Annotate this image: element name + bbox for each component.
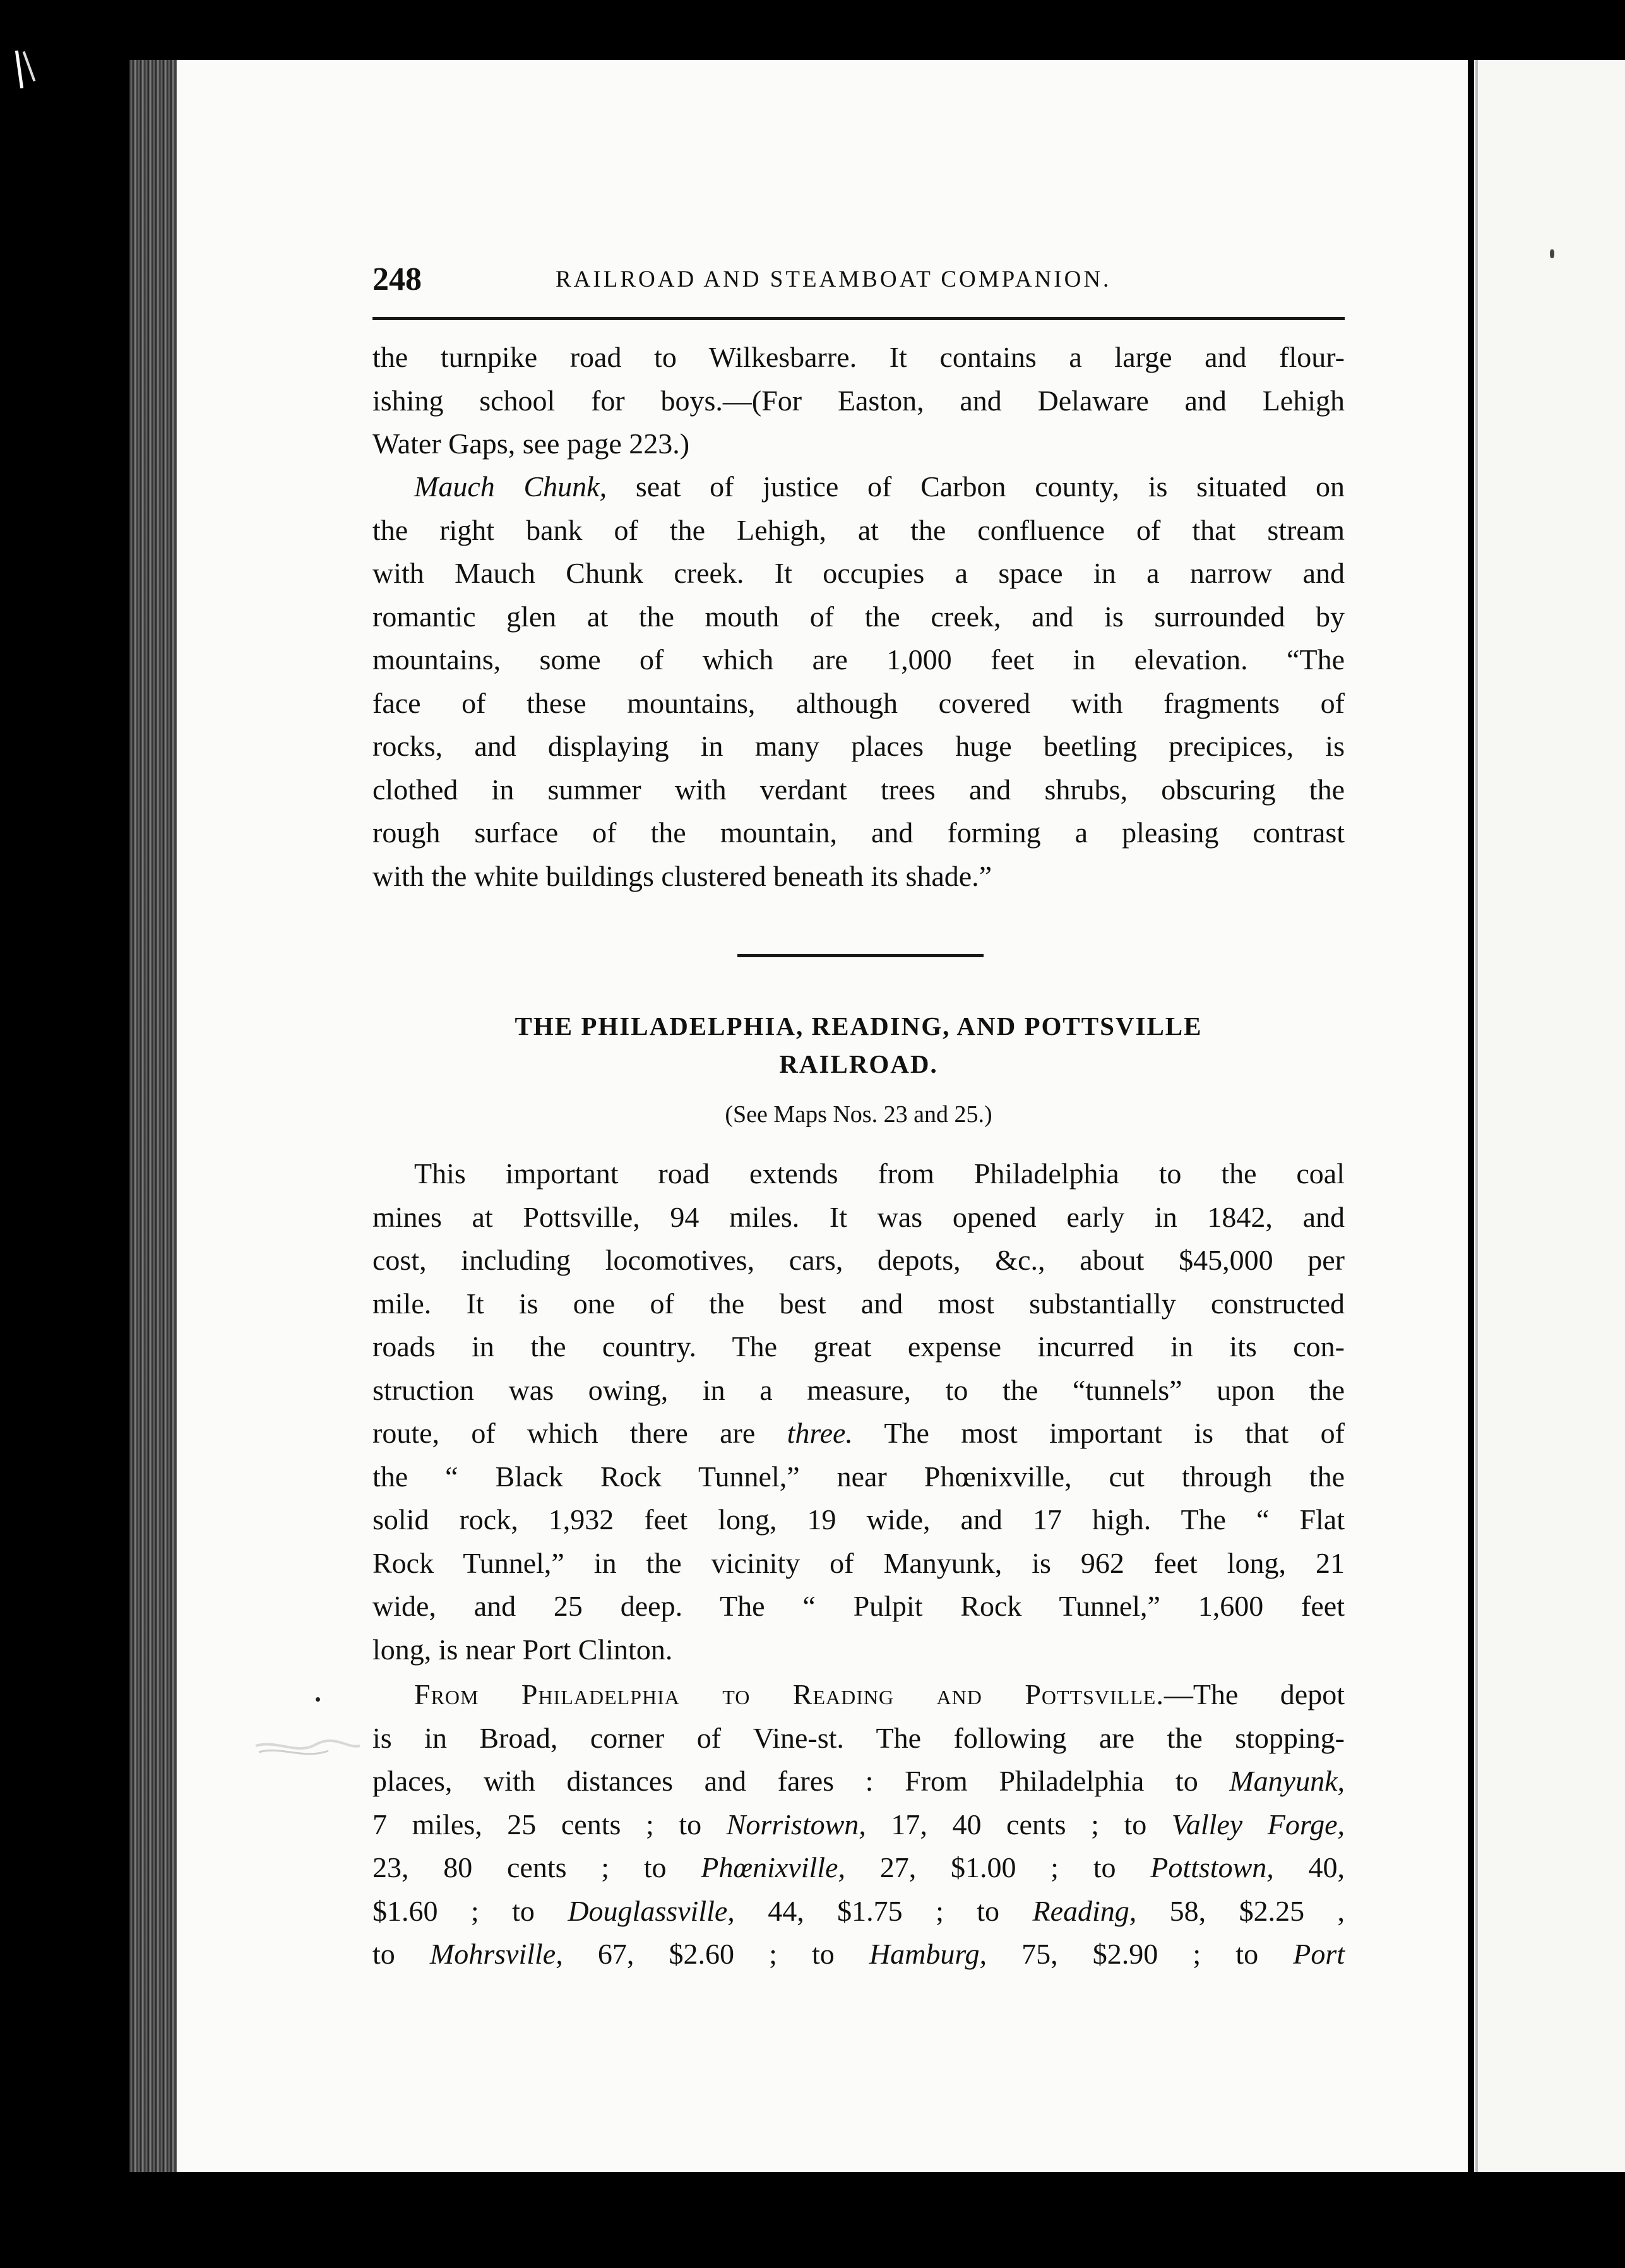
paragraph-continuation [372,336,1345,466]
text-line: solid rock, 1,932 feet long, 19 wide, and 17 high. The “ Flat [372,1503,1345,1536]
text-line: the turnpike road to Wilkesbarre. It contains a large and flour- [372,341,1345,373]
text-line: clothed in summer with verdant trees and shrubs, obscuring the [372,773,1345,806]
place-name: Pottstown, [1150,1851,1274,1883]
text-run: 67, $2.60 ; to [562,1938,869,1970]
text-line: cost, including locomotives, cars, depots, &c., about $45,000 per [372,1244,1345,1276]
text-line: the right bank of the Lehigh, at the confluence of that stream [372,513,1345,546]
paragraph-road-description [372,1152,1345,1671]
section-title-line: THE PHILADELPHIA, READING, AND POTTSVILLE [515,1012,1203,1041]
text-line: rough surface of the mountain, and forming a pleasing contrast [372,816,1345,849]
text-run: to [372,1938,430,1970]
paragraph-mauch-chunk [372,465,1345,898]
scan-speck [316,1697,320,1702]
text-run: 7 miles, 25 cents ; to [372,1808,727,1841]
text-line: face of these mountains, although covered with fragments of [372,686,1345,719]
place-name: Norristown, [726,1808,866,1841]
text-run: 75, $2.90 ; to [987,1938,1294,1970]
text-line: roads in the country. The great expense incurred in its con- [372,1330,1345,1363]
text-run: $1.60 ; to [372,1894,568,1927]
emphasis: three. [787,1417,853,1449]
route-heading: From Philadelphia to Reading and Pottsville. [414,1678,1164,1710]
text-line: mile. It is one of the best and most substantially constructed [372,1287,1345,1320]
place-name: Manyunk, [1229,1765,1345,1797]
section-title [372,1007,1345,1083]
place-name: Hamburg, [869,1938,987,1970]
text-run: seat of justice of Carbon county, is situated on [607,470,1345,503]
place-name: Mohrsville, [429,1938,563,1970]
text-line: rocks, and displaying in many places huge beetling precipices, is [372,730,1345,762]
scan-bottom-border [0,2185,1625,2268]
place-name: Douglassville, [568,1894,735,1927]
text-run: 58, $2.25 , [1136,1894,1345,1927]
text-run: 17, 40 cents ; to [866,1808,1172,1841]
text-run: route, of which there are [372,1417,787,1449]
text-line [372,1933,1345,1976]
page-header [372,258,1345,302]
text-line [372,1846,1345,1890]
scan-speck [1550,249,1554,258]
page-number: 248 [372,261,422,297]
running-head: RAILROAD AND STEAMBOAT COMPANION. [556,266,1112,292]
text-run: places, with distances and fares : From Philadelphia to [372,1765,1230,1797]
scan-artifact [23,51,36,81]
text-run: 40, [1273,1851,1345,1883]
text-line: wide, and 25 deep. The “ Pulpit Rock Tunnel,” 1,600 feet [372,1590,1345,1622]
text-line: romantic glen at the mouth of the creek, and is surrounded by [372,600,1345,633]
facing-page-edge [1475,60,1478,2172]
text-run: The most important is that of [852,1417,1345,1449]
pencil-mark [253,1727,363,1765]
paragraph-stopping-places [372,1673,1345,1976]
text-line: with Mauch Chunk creek. It occupies a space in a narrow and [372,557,1345,589]
text-line [372,1760,1345,1803]
header-rule [372,317,1345,320]
section-title-line: RAILROAD. [779,1049,938,1078]
facing-page [1474,60,1625,2172]
scan-artifact [15,51,23,88]
place-name: Mauch Chunk, [414,470,607,503]
text-run: 27, $1.00 ; to [845,1851,1151,1883]
text-line [372,465,1345,509]
text-line: with the white buildings clustered beneath its shade.” [372,859,992,892]
place-name: Phœnixville, [701,1851,845,1883]
place-name: Valley Forge, [1171,1808,1345,1841]
section-subtitle: (See Maps Nos. 23 and 25.) [725,1101,992,1128]
text-line: struction was owing, in a measure, to the “tunnels” upon the [372,1373,1345,1406]
text-line [372,1673,1345,1717]
text-line: is in Broad, corner of Vine-st. The following are the stopping- [372,1721,1345,1754]
text-run: 23, 80 cents ; to [372,1851,701,1883]
book-binding [129,60,180,2172]
text-line: long, is near Port Clinton. [372,1633,673,1666]
text-line [372,1412,1345,1455]
text-line [372,1890,1345,1933]
text-line: mines at Pottsville, 94 miles. It was opened early in 1842, and [372,1200,1345,1233]
place-name: Port [1293,1938,1345,1970]
text-line: mountains, some of which are 1,000 feet in elevation. “The [372,643,1345,676]
text-line: This important road extends from Philadelphia to the coal [414,1157,1345,1190]
section-divider [737,954,984,957]
text-line [372,1803,1345,1847]
place-name: Reading, [1032,1894,1137,1927]
text-line: Rock Tunnel,” in the vicinity of Manyunk, is 962 feet long, 21 [372,1546,1345,1579]
text-line: ishing school for boys.—(For Easton, and Delaware and Lehigh [372,384,1345,417]
text-run: 44, $1.75 ; to [734,1894,1033,1927]
text-line: Water Gaps, see page 223.) [372,427,690,460]
text-run: —The depot [1164,1678,1345,1710]
text-line: the “ Black Rock Tunnel,” near Phœnixville, cut through the [372,1460,1345,1493]
